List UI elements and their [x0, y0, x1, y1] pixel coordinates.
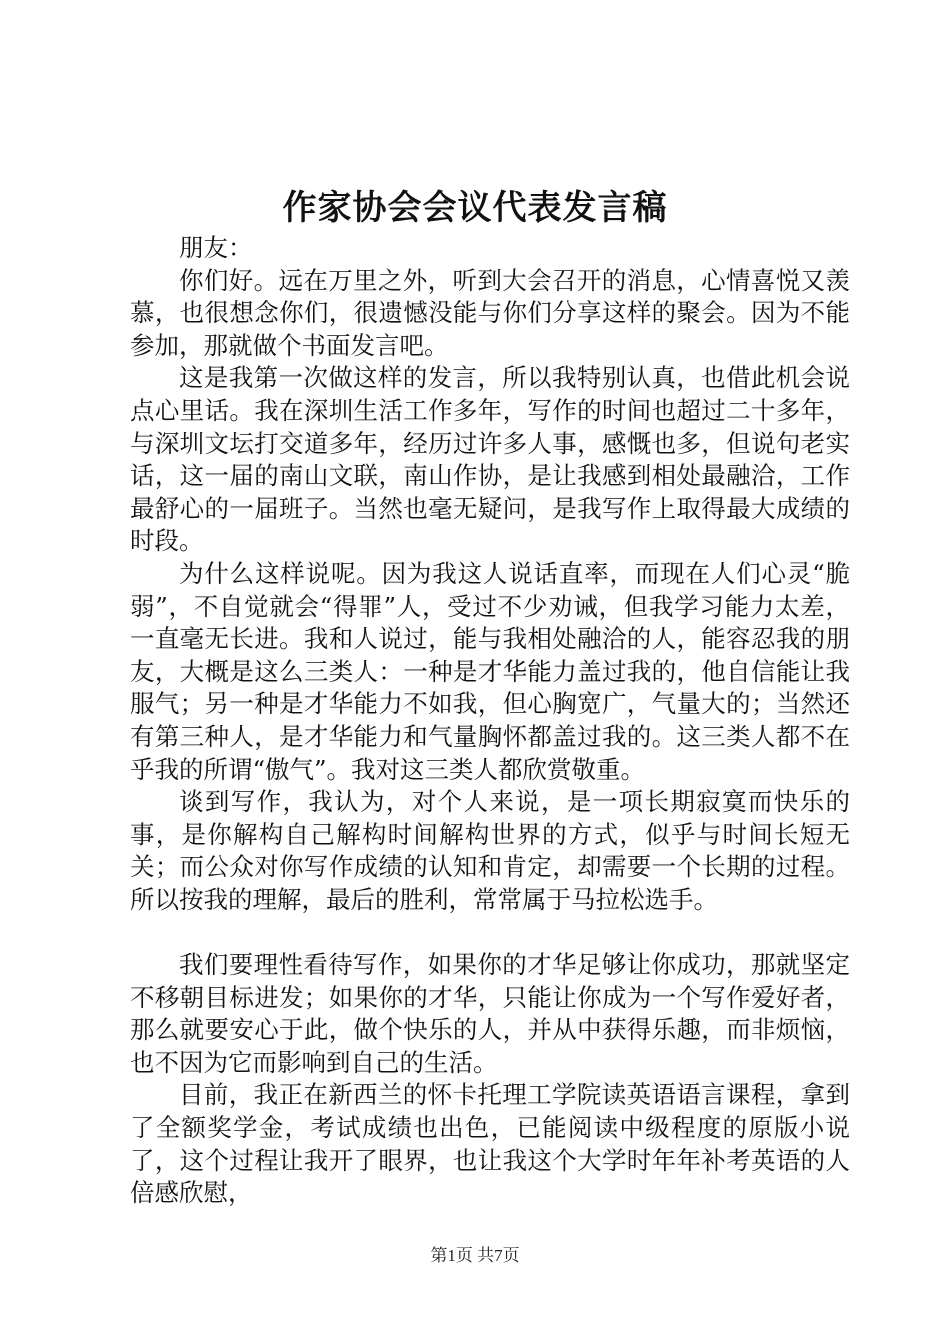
body-paragraph: 目前，我正在新西兰的怀卡托理工学院读英语语言课程，拿到了全额奖学金，考试成绩也出色，已能阅读中级程度的原版小说了，这个过程让我开了眼界，也让我这个大学时年年补考英语的人倍感欣慰，	[130, 1080, 850, 1208]
body-paragraph: 你们好。远在万里之外，听到大会召开的消息，心情喜悦又羡慕，也很想念你们，很遗憾没能与你们分享这样的聚会。因为不能参加，那就做个书面发言吧。	[130, 265, 850, 360]
page-number-footer: 第1页 共7页	[430, 1246, 520, 1265]
document-body	[130, 232, 850, 1210]
document-title: 作家协会会议代表发言稿	[282, 188, 668, 228]
body-paragraph: 这是我第一次做这样的发言，所以我特别认真，也借此机会说点心里话。我在深圳生活工作多年，写作的时间也超过二十多年，与深圳文坛打交道多年，经历过许多人事，感慨也多，但说句老实话，这一届的南山文联，南山作协，是让我感到相处最融洽，工作最舒心的一届班子。当然也毫无疑问，是我写作上取得最大成绩的时段。	[130, 363, 850, 556]
salutation-paragraph: 朋友：	[179, 233, 253, 262]
body-paragraph: 我们要理性看待写作，如果你的才华足够让你成功，那就坚定不移朝目标进发；如果你的才华，只能让你成为一个写作爱好者，那么就要安心于此，做个快乐的人，并从中获得乐趣，而非烦恼，也不因为它而影响到自己的生活。	[130, 950, 850, 1077]
body-paragraph: 为什么这样说呢。因为我这人说话直率，而现在人们心灵“脆弱”，不自觉就会“得罪”人，受过不少劝诫，但我学习能力太差，一直毫无长进。我和人说过，能与我相处融洽的人，能容忍我的朋友，大概是这么三类人：一种是才华能力盖过我的，他自信能让我服气；另一种是才华能力不如我，但心胸宽广，气量大的；当然还有第三种人，是才华能力和气量胸怀都盖过我的。这三类人都不在乎我的所谓“傲气”。我对这三类人都欣赏敬重。	[130, 558, 850, 784]
body-paragraph: 谈到写作，我认为，对个人来说，是一项长期寂寞而快乐的事，是你解构自己解构时间解构世界的方式，似乎与时间长短无关；而公众对你写作成绩的认知和肯定，却需要一个长期的过程。所以按我的理解，最后的胜利，常常属于马拉松选手。	[130, 787, 850, 914]
